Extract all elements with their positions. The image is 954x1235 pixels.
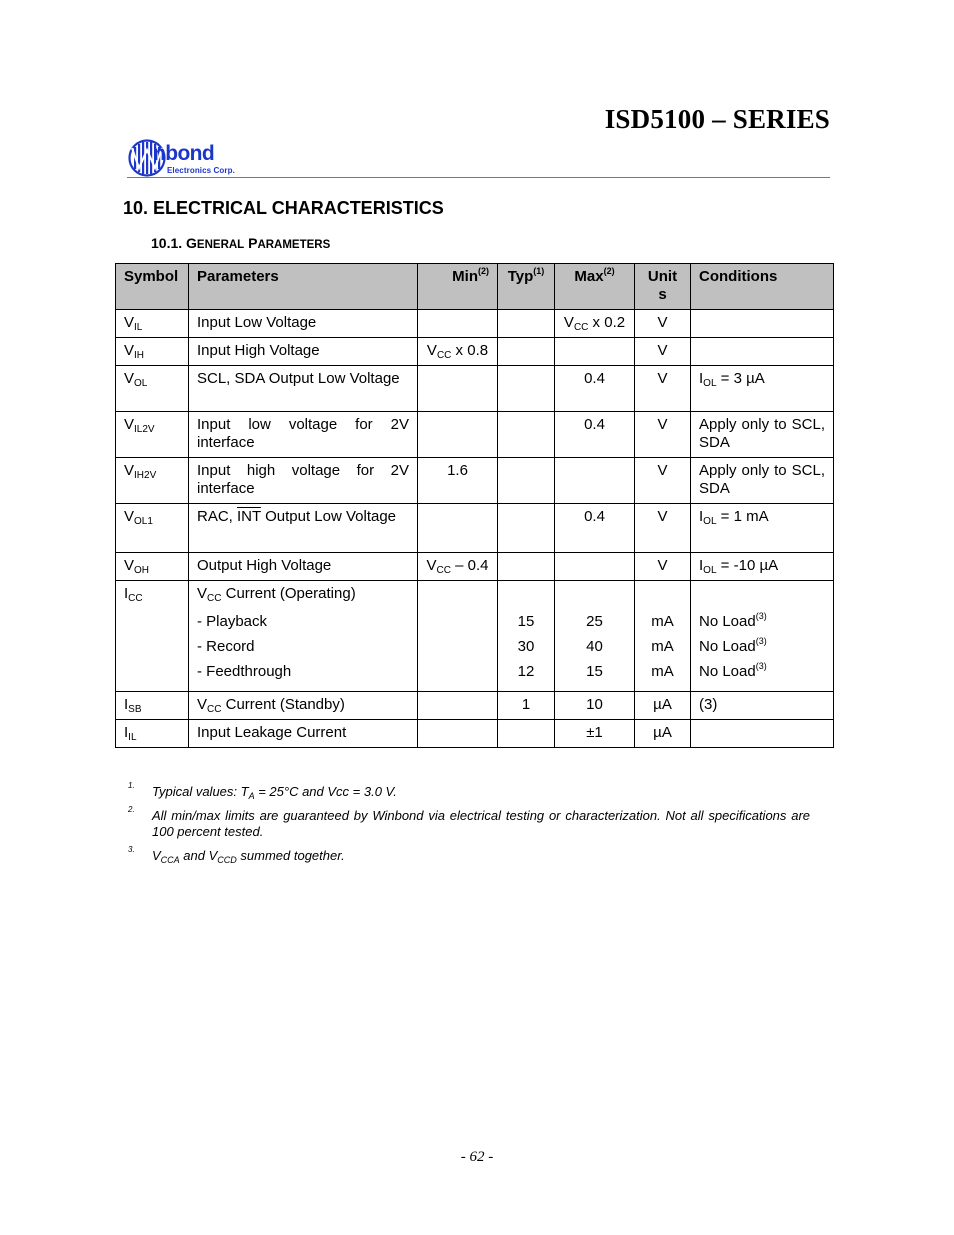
table-row bbox=[116, 692, 834, 720]
footnote bbox=[128, 845, 810, 865]
cell-min bbox=[418, 366, 498, 412]
header-parameters: Parameters bbox=[189, 264, 418, 310]
table-row-icc bbox=[116, 581, 834, 692]
cell-conditions: No Load$^{(3)}$ No Load$^{(3)}$ No Load$^{(3)}$ bbox=[691, 581, 834, 692]
table-row bbox=[116, 338, 834, 366]
footnote bbox=[128, 805, 810, 840]
cell-unit: V bbox=[635, 412, 691, 458]
footnote-number: 1. bbox=[128, 781, 135, 790]
cell-min bbox=[418, 720, 498, 748]
header-units: Unit s bbox=[635, 264, 691, 310]
cell-typ bbox=[498, 458, 555, 504]
logo-wordmark: nbond bbox=[153, 142, 215, 165]
cell-typ bbox=[498, 310, 555, 338]
section-title: 10. ELECTRICAL CHARACTERISTICS bbox=[123, 198, 444, 218]
header-divider bbox=[127, 177, 830, 178]
cell-max: 0.4 bbox=[555, 504, 635, 553]
subsection-title bbox=[151, 235, 330, 251]
cell-parameter: Output High Voltage bbox=[189, 553, 418, 581]
cell-typ bbox=[498, 720, 555, 748]
subsection-word-2-rest: ARAMETERS bbox=[257, 239, 331, 251]
footnotes bbox=[128, 781, 810, 872]
cell-conditions: $I_{OL} = 1$ mA bbox=[691, 504, 834, 553]
cell-conditions: $I_{OL} = -10$ µA bbox=[691, 553, 834, 581]
general-parameters-table bbox=[115, 263, 834, 748]
subsection-word-1-initial: G bbox=[186, 235, 197, 251]
cell-unit: µA bbox=[635, 720, 691, 748]
cell-unit: V bbox=[635, 553, 691, 581]
footnote-number: 3. bbox=[128, 845, 135, 854]
cell-conditions bbox=[691, 720, 834, 748]
cell-parameter: $V_{CC}$ Current (Standby) bbox=[189, 692, 418, 720]
cell-typ bbox=[498, 504, 555, 553]
cell-conditions bbox=[691, 338, 834, 366]
cell-min: 1.6 bbox=[418, 458, 498, 504]
table-row bbox=[116, 553, 834, 581]
table-row bbox=[116, 310, 834, 338]
cell-typ bbox=[498, 412, 555, 458]
cell-unit: V bbox=[635, 458, 691, 504]
header-typ: Typ$^{(1)}$ bbox=[498, 264, 555, 310]
cell-min: $V_{CC}$ x 0.8 bbox=[418, 338, 498, 366]
cell-symbol: $V_{IH2V}$ bbox=[116, 458, 189, 504]
cell-conditions bbox=[691, 310, 834, 338]
table-row bbox=[116, 720, 834, 748]
cell-min: $V_{CC} - 0.4$ bbox=[418, 553, 498, 581]
cell-parameter: Input high voltage for 2V interface bbox=[189, 458, 418, 504]
cell-min bbox=[418, 310, 498, 338]
cell-unit: V bbox=[635, 310, 691, 338]
subsection-word-1-rest: ENERAL bbox=[196, 239, 245, 251]
document-title: ISD5100 – SERIES bbox=[604, 104, 830, 134]
footnote-text: $V_{CCA}$ and $V_{CCD}$ summed together. bbox=[152, 848, 345, 865]
cell-conditions: $I_{OL} = 3$ µA bbox=[691, 366, 834, 412]
cell-unit: V bbox=[635, 504, 691, 553]
cell-typ: 15 30 12 bbox=[498, 581, 555, 692]
table-body bbox=[116, 310, 834, 748]
cell-unit: µA bbox=[635, 692, 691, 720]
header-min: Min$^{(2)}$ bbox=[418, 264, 498, 310]
cell-symbol: $I_{SB}$ bbox=[116, 692, 189, 720]
footnote-number: 2. bbox=[128, 805, 135, 814]
cell-min bbox=[418, 692, 498, 720]
cell-symbol: $V_{OH}$ bbox=[116, 553, 189, 581]
cell-conditions: Apply only to SCL, SDA bbox=[691, 458, 834, 504]
cell-parameter: Input low voltage for 2V interface bbox=[189, 412, 418, 458]
page-number: - 62 - bbox=[460, 1149, 494, 1165]
cell-min bbox=[418, 504, 498, 553]
cell-max bbox=[555, 553, 635, 581]
cell-conditions: Apply only to SCL, SDA bbox=[691, 412, 834, 458]
subsection-number: 10.1. bbox=[151, 235, 183, 251]
header-max: Max$^{(2)}$ bbox=[555, 264, 635, 310]
cell-unit: V bbox=[635, 366, 691, 412]
cell-typ bbox=[498, 366, 555, 412]
cell-max: 10 bbox=[555, 692, 635, 720]
cell-parameter: Input Low Voltage bbox=[189, 310, 418, 338]
cell-max bbox=[555, 338, 635, 366]
cell-unit: mA mA mA bbox=[635, 581, 691, 692]
cell-max: 0.4 bbox=[555, 366, 635, 412]
header-conditions: Conditions bbox=[691, 264, 834, 310]
cell-max: 0.4 bbox=[555, 412, 635, 458]
cell-typ: 1 bbox=[498, 692, 555, 720]
footnote bbox=[128, 781, 810, 801]
cell-parameter: $V_{CC}$ Current (Operating) - Playback - Record - Feedthrough bbox=[189, 581, 418, 692]
table-header-row bbox=[116, 264, 834, 310]
cell-parameter: SCL, SDA Output Low Voltage bbox=[189, 366, 418, 412]
logo-subtext: Electronics Corp. bbox=[167, 166, 235, 175]
cell-min bbox=[418, 412, 498, 458]
cell-parameter: Input Leakage Current bbox=[189, 720, 418, 748]
cell-symbol: $V_{OL}$ bbox=[116, 366, 189, 412]
cell-max: ±1 bbox=[555, 720, 635, 748]
header-symbol: Symbol bbox=[116, 264, 189, 310]
table-row bbox=[116, 504, 834, 553]
cell-conditions: (3) bbox=[691, 692, 834, 720]
cell-typ bbox=[498, 553, 555, 581]
cell-symbol: $V_{IL2V}$ bbox=[116, 412, 189, 458]
cell-symbol: $V_{IH}$ bbox=[116, 338, 189, 366]
cell-min bbox=[418, 581, 498, 692]
cell-symbol: $I_{IL}$ bbox=[116, 720, 189, 748]
cell-symbol: $V_{OL1}$ bbox=[116, 504, 189, 553]
cell-parameter: RAC, $\overline{INT}$ Output Low Voltage bbox=[189, 504, 418, 553]
cell-symbol: $V_{IL}$ bbox=[116, 310, 189, 338]
cell-parameter: Input High Voltage bbox=[189, 338, 418, 366]
cell-symbol: $I_{CC}$ bbox=[116, 581, 189, 692]
table-row bbox=[116, 458, 834, 504]
winbond-logo bbox=[127, 138, 257, 178]
footnote-text: Typical values: $T_A = 25^\circ C$ and Vcc = 3.0 V. bbox=[152, 784, 397, 801]
cell-max: $V_{CC}$ x 0.2 bbox=[555, 310, 635, 338]
cell-max: 25 40 15 bbox=[555, 581, 635, 692]
cell-typ bbox=[498, 338, 555, 366]
table-row bbox=[116, 366, 834, 412]
cell-max bbox=[555, 458, 635, 504]
footnote-text: All min/max limits are guaranteed by Winbond via electrical testing or characterization. Not all specifications are 100 percent tested. bbox=[152, 808, 810, 839]
subsection-word-2-initial: P bbox=[248, 235, 258, 251]
cell-unit: V bbox=[635, 338, 691, 366]
table-row bbox=[116, 412, 834, 458]
